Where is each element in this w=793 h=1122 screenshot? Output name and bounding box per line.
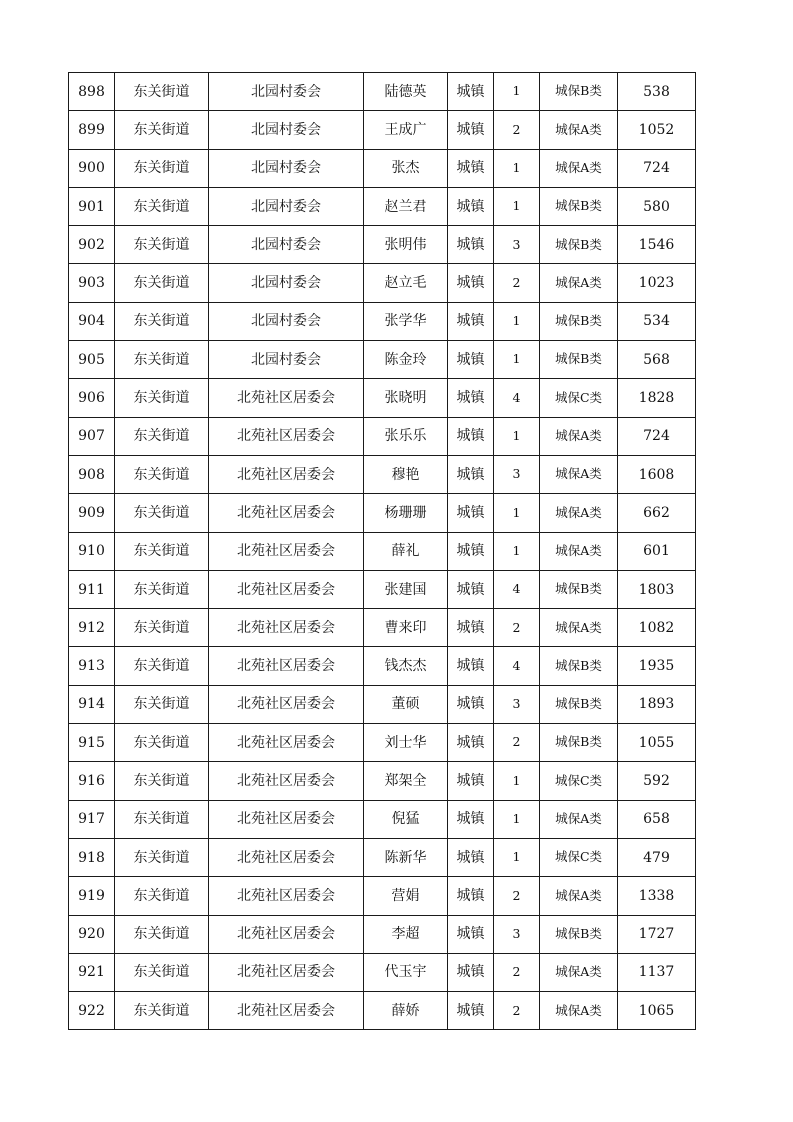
street-cell: 东关街道	[115, 570, 209, 608]
area-type-cell: 城镇	[448, 226, 494, 264]
table-row	[69, 379, 696, 417]
insurance-class-cell: 城保A类	[540, 877, 618, 915]
household-count-cell: 1	[494, 302, 540, 340]
household-count-cell: 3	[494, 226, 540, 264]
table-body	[69, 73, 696, 1030]
insurance-class-cell: 城保B类	[540, 685, 618, 723]
row-number-cell: 899	[69, 111, 115, 149]
amount-cell: 538	[618, 73, 696, 111]
name-cell: 穆艳	[364, 455, 448, 493]
committee-cell: 北苑社区居委会	[209, 915, 364, 953]
household-count-cell: 1	[494, 532, 540, 570]
amount-cell: 724	[618, 149, 696, 187]
committee-cell: 北园村委会	[209, 264, 364, 302]
committee-cell: 北苑社区居委会	[209, 570, 364, 608]
area-type-cell: 城镇	[448, 149, 494, 187]
area-type-cell: 城镇	[448, 724, 494, 762]
committee-cell: 北园村委会	[209, 73, 364, 111]
row-number-cell: 920	[69, 915, 115, 953]
amount-cell: 592	[618, 762, 696, 800]
insurance-class-cell: 城保C类	[540, 838, 618, 876]
household-count-cell: 4	[494, 379, 540, 417]
row-number-cell: 921	[69, 953, 115, 991]
name-cell: 代玉宇	[364, 953, 448, 991]
area-type-cell: 城镇	[448, 302, 494, 340]
street-cell: 东关街道	[115, 609, 209, 647]
amount-cell: 724	[618, 417, 696, 455]
table-row	[69, 915, 696, 953]
row-number-cell: 922	[69, 992, 115, 1030]
name-cell: 倪猛	[364, 800, 448, 838]
street-cell: 东关街道	[115, 762, 209, 800]
street-cell: 东关街道	[115, 838, 209, 876]
row-number-cell: 914	[69, 685, 115, 723]
household-count-cell: 2	[494, 111, 540, 149]
row-number-cell: 907	[69, 417, 115, 455]
amount-cell: 1023	[618, 264, 696, 302]
insurance-class-cell: 城保A类	[540, 609, 618, 647]
household-count-cell: 1	[494, 417, 540, 455]
street-cell: 东关街道	[115, 877, 209, 915]
street-cell: 东关街道	[115, 800, 209, 838]
insurance-class-cell: 城保B类	[540, 187, 618, 225]
table-row	[69, 264, 696, 302]
row-number-cell: 916	[69, 762, 115, 800]
area-type-cell: 城镇	[448, 685, 494, 723]
amount-cell: 568	[618, 341, 696, 379]
row-number-cell: 913	[69, 647, 115, 685]
committee-cell: 北苑社区居委会	[209, 724, 364, 762]
amount-cell: 1727	[618, 915, 696, 953]
street-cell: 东关街道	[115, 455, 209, 493]
amount-cell: 534	[618, 302, 696, 340]
table-row	[69, 111, 696, 149]
street-cell: 东关街道	[115, 915, 209, 953]
name-cell: 张学华	[364, 302, 448, 340]
insurance-class-cell: 城保A类	[540, 992, 618, 1030]
household-count-cell: 2	[494, 264, 540, 302]
area-type-cell: 城镇	[448, 915, 494, 953]
table-row	[69, 341, 696, 379]
street-cell: 东关街道	[115, 532, 209, 570]
row-number-cell: 906	[69, 379, 115, 417]
name-cell: 张建国	[364, 570, 448, 608]
table-row	[69, 992, 696, 1030]
street-cell: 东关街道	[115, 417, 209, 455]
insurance-class-cell: 城保B类	[540, 570, 618, 608]
committee-cell: 北园村委会	[209, 149, 364, 187]
household-count-cell: 1	[494, 838, 540, 876]
table-row	[69, 685, 696, 723]
area-type-cell: 城镇	[448, 609, 494, 647]
insurance-class-cell: 城保B类	[540, 73, 618, 111]
row-number-cell: 908	[69, 455, 115, 493]
insurance-class-cell: 城保A类	[540, 494, 618, 532]
table-row	[69, 570, 696, 608]
street-cell: 东关街道	[115, 724, 209, 762]
name-cell: 张晓明	[364, 379, 448, 417]
street-cell: 东关街道	[115, 992, 209, 1030]
area-type-cell: 城镇	[448, 73, 494, 111]
amount-cell: 1055	[618, 724, 696, 762]
committee-cell: 北园村委会	[209, 302, 364, 340]
name-cell: 杨珊珊	[364, 494, 448, 532]
insurance-class-cell: 城保A类	[540, 417, 618, 455]
committee-cell: 北园村委会	[209, 187, 364, 225]
area-type-cell: 城镇	[448, 800, 494, 838]
committee-cell: 北园村委会	[209, 226, 364, 264]
area-type-cell: 城镇	[448, 494, 494, 532]
insurance-class-cell: 城保A类	[540, 953, 618, 991]
amount-cell: 479	[618, 838, 696, 876]
insurance-class-cell: 城保A类	[540, 111, 618, 149]
data-table	[68, 72, 696, 1030]
table-row	[69, 302, 696, 340]
row-number-cell: 911	[69, 570, 115, 608]
committee-cell: 北园村委会	[209, 341, 364, 379]
name-cell: 陆德英	[364, 73, 448, 111]
committee-cell: 北苑社区居委会	[209, 532, 364, 570]
table-row	[69, 532, 696, 570]
row-number-cell: 919	[69, 877, 115, 915]
name-cell: 薛礼	[364, 532, 448, 570]
table-row	[69, 494, 696, 532]
area-type-cell: 城镇	[448, 762, 494, 800]
committee-cell: 北苑社区居委会	[209, 647, 364, 685]
area-type-cell: 城镇	[448, 341, 494, 379]
name-cell: 郑架全	[364, 762, 448, 800]
name-cell: 赵立毛	[364, 264, 448, 302]
table-row	[69, 647, 696, 685]
street-cell: 东关街道	[115, 187, 209, 225]
street-cell: 东关街道	[115, 341, 209, 379]
insurance-class-cell: 城保B类	[540, 226, 618, 264]
street-cell: 东关街道	[115, 226, 209, 264]
street-cell: 东关街道	[115, 953, 209, 991]
household-count-cell: 2	[494, 609, 540, 647]
insurance-class-cell: 城保A类	[540, 800, 618, 838]
amount-cell: 662	[618, 494, 696, 532]
household-count-cell: 2	[494, 724, 540, 762]
committee-cell: 北苑社区居委会	[209, 992, 364, 1030]
committee-cell: 北苑社区居委会	[209, 455, 364, 493]
household-count-cell: 1	[494, 73, 540, 111]
committee-cell: 北苑社区居委会	[209, 800, 364, 838]
name-cell: 张杰	[364, 149, 448, 187]
insurance-class-cell: 城保B类	[540, 341, 618, 379]
row-number-cell: 912	[69, 609, 115, 647]
area-type-cell: 城镇	[448, 379, 494, 417]
area-type-cell: 城镇	[448, 264, 494, 302]
name-cell: 董硕	[364, 685, 448, 723]
area-type-cell: 城镇	[448, 647, 494, 685]
amount-cell: 1828	[618, 379, 696, 417]
name-cell: 张明伟	[364, 226, 448, 264]
amount-cell: 658	[618, 800, 696, 838]
table-row	[69, 149, 696, 187]
amount-cell: 1052	[618, 111, 696, 149]
committee-cell: 北苑社区居委会	[209, 685, 364, 723]
household-count-cell: 1	[494, 762, 540, 800]
table-row	[69, 724, 696, 762]
name-cell: 营娟	[364, 877, 448, 915]
name-cell: 薛娇	[364, 992, 448, 1030]
committee-cell: 北苑社区居委会	[209, 762, 364, 800]
area-type-cell: 城镇	[448, 417, 494, 455]
table-row	[69, 455, 696, 493]
insurance-class-cell: 城保B类	[540, 647, 618, 685]
amount-cell: 1803	[618, 570, 696, 608]
committee-cell: 北苑社区居委会	[209, 494, 364, 532]
name-cell: 刘士华	[364, 724, 448, 762]
table-row	[69, 609, 696, 647]
household-count-cell: 1	[494, 149, 540, 187]
amount-cell: 580	[618, 187, 696, 225]
insurance-class-cell: 城保B类	[540, 724, 618, 762]
area-type-cell: 城镇	[448, 111, 494, 149]
amount-cell: 1608	[618, 455, 696, 493]
row-number-cell: 915	[69, 724, 115, 762]
row-number-cell: 903	[69, 264, 115, 302]
household-count-cell: 3	[494, 915, 540, 953]
amount-cell: 1137	[618, 953, 696, 991]
row-number-cell: 917	[69, 800, 115, 838]
committee-cell: 北苑社区居委会	[209, 838, 364, 876]
committee-cell: 北苑社区居委会	[209, 379, 364, 417]
insurance-class-cell: 城保C类	[540, 762, 618, 800]
area-type-cell: 城镇	[448, 187, 494, 225]
household-count-cell: 1	[494, 800, 540, 838]
household-count-cell: 4	[494, 570, 540, 608]
area-type-cell: 城镇	[448, 570, 494, 608]
name-cell: 张乐乐	[364, 417, 448, 455]
name-cell: 陈金玲	[364, 341, 448, 379]
table-row	[69, 187, 696, 225]
name-cell: 李超	[364, 915, 448, 953]
household-count-cell: 1	[494, 341, 540, 379]
amount-cell: 1546	[618, 226, 696, 264]
area-type-cell: 城镇	[448, 953, 494, 991]
row-number-cell: 900	[69, 149, 115, 187]
household-count-cell: 2	[494, 953, 540, 991]
committee-cell: 北苑社区居委会	[209, 953, 364, 991]
committee-cell: 北园村委会	[209, 111, 364, 149]
name-cell: 陈新华	[364, 838, 448, 876]
insurance-class-cell: 城保B类	[540, 302, 618, 340]
table-row	[69, 417, 696, 455]
household-count-cell: 4	[494, 647, 540, 685]
row-number-cell: 898	[69, 73, 115, 111]
name-cell: 王成广	[364, 111, 448, 149]
amount-cell: 601	[618, 532, 696, 570]
insurance-class-cell: 城保B类	[540, 915, 618, 953]
area-type-cell: 城镇	[448, 532, 494, 570]
row-number-cell: 905	[69, 341, 115, 379]
insurance-class-cell: 城保A类	[540, 455, 618, 493]
name-cell: 曹来印	[364, 609, 448, 647]
street-cell: 东关街道	[115, 111, 209, 149]
street-cell: 东关街道	[115, 685, 209, 723]
street-cell: 东关街道	[115, 379, 209, 417]
household-count-cell: 1	[494, 494, 540, 532]
row-number-cell: 910	[69, 532, 115, 570]
insurance-class-cell: 城保A类	[540, 532, 618, 570]
area-type-cell: 城镇	[448, 455, 494, 493]
committee-cell: 北苑社区居委会	[209, 877, 364, 915]
street-cell: 东关街道	[115, 264, 209, 302]
street-cell: 东关街道	[115, 302, 209, 340]
committee-cell: 北苑社区居委会	[209, 609, 364, 647]
name-cell: 钱杰杰	[364, 647, 448, 685]
table-row	[69, 838, 696, 876]
row-number-cell: 909	[69, 494, 115, 532]
area-type-cell: 城镇	[448, 877, 494, 915]
street-cell: 东关街道	[115, 647, 209, 685]
name-cell: 赵兰君	[364, 187, 448, 225]
table-row	[69, 800, 696, 838]
household-count-cell: 1	[494, 187, 540, 225]
insurance-class-cell: 城保A类	[540, 149, 618, 187]
row-number-cell: 918	[69, 838, 115, 876]
amount-cell: 1338	[618, 877, 696, 915]
street-cell: 东关街道	[115, 149, 209, 187]
household-count-cell: 2	[494, 877, 540, 915]
area-type-cell: 城镇	[448, 992, 494, 1030]
amount-cell: 1082	[618, 609, 696, 647]
area-type-cell: 城镇	[448, 838, 494, 876]
committee-cell: 北苑社区居委会	[209, 417, 364, 455]
row-number-cell: 904	[69, 302, 115, 340]
insurance-class-cell: 城保A类	[540, 264, 618, 302]
row-number-cell: 901	[69, 187, 115, 225]
household-count-cell: 2	[494, 992, 540, 1030]
household-count-cell: 3	[494, 685, 540, 723]
table-row	[69, 226, 696, 264]
table-row	[69, 73, 696, 111]
table-row	[69, 762, 696, 800]
insurance-class-cell: 城保C类	[540, 379, 618, 417]
amount-cell: 1935	[618, 647, 696, 685]
household-count-cell: 3	[494, 455, 540, 493]
amount-cell: 1065	[618, 992, 696, 1030]
row-number-cell: 902	[69, 226, 115, 264]
street-cell: 东关街道	[115, 494, 209, 532]
amount-cell: 1893	[618, 685, 696, 723]
table-row	[69, 953, 696, 991]
street-cell: 东关街道	[115, 73, 209, 111]
table-row	[69, 877, 696, 915]
